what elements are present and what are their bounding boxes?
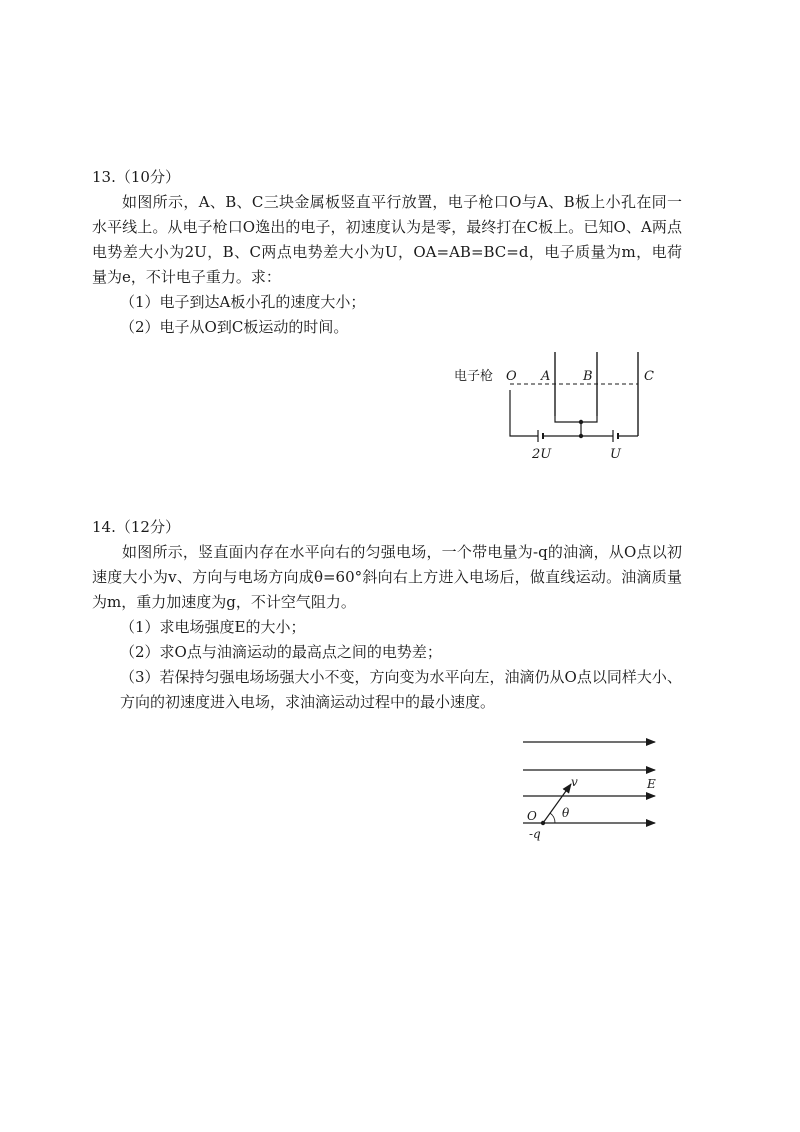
question-14-part-1: （1）求电场强度E的大小； [120,618,306,636]
battery-u-label: U [610,447,621,462]
plate-a-label: A [541,369,551,384]
junction-dot-top [579,420,583,424]
question-14-part-3: （3）若保持匀强电场场强大小不变，方向变为水平向左，油滴仍从O点以同样大小、方向的初速度进入电场，求油滴运动过程中的最小速度。 [120,668,682,711]
question-14-part-2: （2）求O点与油滴运动的最高点之间的电势差； [120,643,442,661]
question-13-heading: 13.（10分） [92,168,180,186]
point-o-label: O [527,809,537,823]
question-14-field-figure [505,730,675,845]
circuit-wire-ab-link [555,416,597,422]
circuit-wire-left [510,390,538,436]
question-13-body: 如图所示，A、B、C三块金属板竖直平行放置，电子枪口O与A、B板上小孔在同一水平线上。从电子枪口O逸出的电子，初速度认为是零，最终打在C板上。已知O、A两点电势差大小为2U，B、C两点电势差大小为U，OA=AB=BC=d，电子质量为m，电荷量为e，不计电子重力。求： [92,193,682,286]
angle-theta-label: θ [562,806,570,820]
angle-arc [550,813,555,823]
field-e-label: E [647,777,656,791]
question-14 [92,515,682,715]
point-o-label: O [506,369,517,384]
question-13-circuit-figure [440,350,670,470]
battery-2u-label: 2U [532,447,552,462]
junction-dot-bottom [579,434,583,438]
electron-gun-label: 电子枪 [454,369,494,384]
question-13-part-1: （1）电子到达A板小孔的速度大小； [120,293,366,311]
plate-b-label: B [583,369,593,384]
question-13-part-2: （2）电子从O到C板运动的时间。 [120,318,349,336]
velocity-label: v [571,775,578,789]
charge-label: -q [529,827,541,841]
question-14-heading: 14.（12分） [92,518,180,536]
question-13 [92,165,682,340]
question-14-body: 如图所示，竖直面内存在水平向右的匀强电场，一个带电量为-q的油滴，从O点以初速度大小为v、方向与电场方向成θ=60°斜向右上方进入电场后，做直线运动。油滴质量为m，重力加速度为g，不计空气阻力。 [92,543,682,611]
plate-c-label: C [644,369,654,384]
point-o-dot [541,821,545,825]
